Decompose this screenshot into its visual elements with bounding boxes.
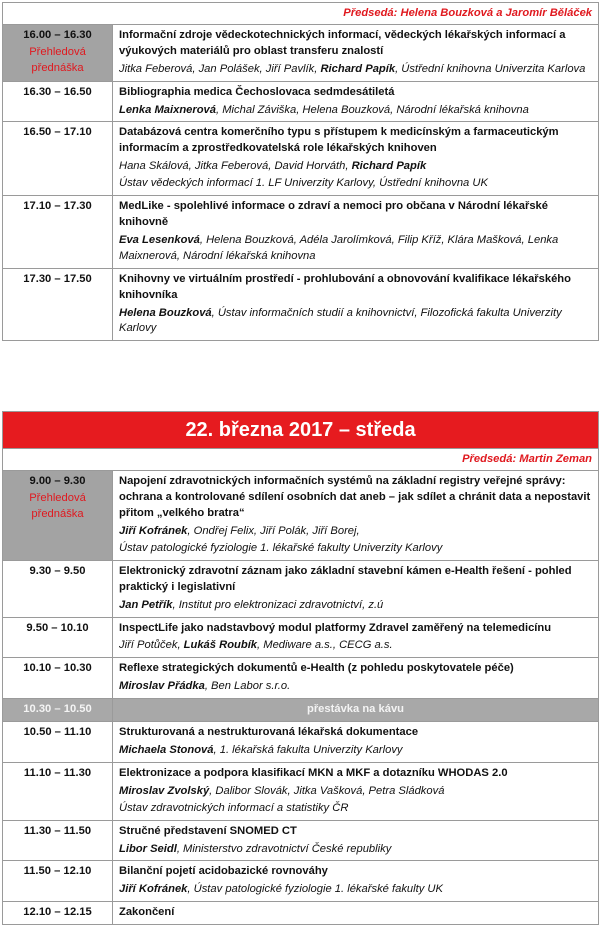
talk-authors — [119, 524, 592, 540]
talk-cell — [113, 902, 599, 925]
presenting-author: Miroslav Zvolský — [119, 784, 210, 797]
talk-cell — [113, 658, 599, 699]
schedule-row — [3, 617, 599, 658]
time-slot: 11.30 – 11.50 — [23, 824, 92, 837]
talk-cell — [113, 268, 599, 341]
talk-title: InspectLife jako nadstavbový modul platformy Zdravel zaměřený na telemedicínu — [119, 621, 552, 634]
time-cell — [3, 658, 113, 699]
time-cell — [3, 762, 113, 820]
day-title: 22. března 2017 – středa — [3, 412, 599, 449]
talk-authors — [119, 103, 592, 119]
talk-authors — [119, 679, 592, 695]
authors-affiliation: , Ústav informačních studií a knihovnictví, Filozofická fakulta Univerzity Karlovy — [119, 306, 562, 335]
time-slot: 16.30 – 16.50 — [23, 85, 92, 98]
talk-title: Zakončení — [119, 906, 175, 919]
time-slot: 11.10 – 11.30 — [23, 766, 92, 779]
schedule-row — [3, 268, 599, 341]
presenting-author: Michaela Stonová — [119, 743, 214, 756]
program-block-2 — [2, 411, 599, 925]
schedule-row — [3, 196, 599, 269]
time-slot: 16.00 – 16.30 — [23, 28, 92, 41]
schedule-row — [3, 24, 599, 81]
authors-affiliation: , Ben Labor s.r.o. — [204, 680, 291, 693]
time-cell — [3, 268, 113, 341]
chair-label: Předsedá: Helena Bouzková a Jaromír Běláček — [3, 3, 599, 25]
talk-title: Elektronizace a podpora klasifikací MKN a MKF a dotazníku WHODAS 2.0 — [119, 766, 508, 779]
time-slot: 17.30 – 17.50 — [23, 272, 92, 285]
talk-cell — [113, 762, 599, 820]
talk-organization: Ústav vědeckých informací 1. LF Univerzity Karlovy, Ústřední knihovna UK — [119, 177, 488, 190]
time-cell — [3, 617, 113, 658]
talk-authors — [119, 638, 592, 654]
talk-cell — [113, 722, 599, 763]
schedule-row — [3, 560, 599, 617]
time-cell — [3, 861, 113, 902]
talk-cell — [113, 24, 599, 81]
authors-affiliation: , Dalibor Slovák, Jitka Vašková, Petra Sládková — [209, 784, 445, 797]
talk-authors — [119, 842, 592, 858]
break-time: 10.30 – 10.50 — [3, 699, 113, 722]
talk-authors — [119, 233, 592, 265]
talk-cell — [113, 560, 599, 617]
authors-text: Jitka Feberová, Jan Polášek, Jiří Pavlík, — [119, 62, 321, 75]
talk-title: Reflexe strategických dokumentů e-Health (z pohledu poskytovatele péče) — [119, 662, 514, 675]
schedule-row — [3, 861, 599, 902]
time-slot: 10.50 – 11.10 — [23, 726, 92, 739]
talk-authors — [119, 306, 592, 338]
authors-text: Hana Skálová, Jitka Feberová, David Horváth, — [119, 160, 352, 173]
time-cell — [3, 471, 113, 561]
program-block-1-body — [3, 3, 599, 341]
time-cell — [3, 560, 113, 617]
talk-authors — [119, 159, 592, 175]
authors-affiliation: , Mediware a.s., CECG a.s. — [257, 639, 393, 652]
talk-organization: Ústav patologické fyziologie 1. lékařské fakulty Univerzity Karlovy — [119, 541, 443, 554]
time-cell — [3, 122, 113, 196]
schedule-row — [3, 658, 599, 699]
time-slot: 9.30 – 9.50 — [29, 564, 86, 577]
schedule-row — [3, 81, 599, 122]
chair-row — [3, 449, 599, 471]
presenting-author: Libor Seidl — [119, 842, 177, 855]
presenting-author: Richard Papík — [351, 160, 427, 173]
time-cell — [3, 24, 113, 81]
presenting-author: Helena Bouzková — [119, 306, 212, 319]
talk-title: Informační zdroje vědeckotechnických informací, vědeckých lékařských informací a výukových materiálů pro oblast transferu znalostí — [119, 28, 566, 57]
authors-affiliation: , Ústřední knihovna Univerzita Karlova — [395, 62, 586, 75]
talk-cell — [113, 196, 599, 269]
talk-title: MedLike - spolehlivé informace o zdraví a nemoci pro občana v Národní lékařské knihovně — [119, 200, 548, 228]
time-slot: 9.50 – 10.10 — [26, 621, 89, 634]
program-block-1 — [2, 2, 599, 341]
talk-authors — [119, 882, 592, 898]
authors-affiliation: , Ústav patologické fyziologie 1. lékařské fakulty UK — [187, 883, 443, 896]
talk-title: Elektronický zdravotní záznam jako základní stavební kámen e-Health řešení - pohled praktický i legislativní — [119, 564, 572, 593]
time-cell — [3, 196, 113, 269]
time-slot: 17.10 – 17.30 — [23, 200, 92, 213]
authors-affiliation: , Helena Bouzková, Adéla Jarolímková, Filip Kříž, Klára Mašková, Lenka Maixnerová, Národní lékařská knihovna — [119, 233, 559, 262]
break-row — [3, 699, 599, 722]
talk-organization: Ústav zdravotnických informací a statistiky ČR — [119, 801, 349, 814]
schedule-row — [3, 762, 599, 820]
program-block-2-body — [3, 412, 599, 925]
authors-affiliation: , 1. lékařská fakulta Univerzity Karlovy — [213, 743, 403, 756]
presenting-author: Jiří Kofránek — [119, 883, 188, 896]
presenting-author: Jiří Kofránek — [119, 525, 188, 538]
talk-authors — [119, 62, 592, 78]
schedule-row — [3, 902, 599, 925]
session-type-label: Přehledová přednáška — [29, 45, 86, 75]
presenting-author: Eva Lesenková — [119, 233, 200, 246]
presenting-author: Jan Petřík — [119, 598, 173, 611]
time-slot: 12.10 – 12.15 — [23, 906, 92, 919]
schedule-row — [3, 471, 599, 561]
talk-title: Napojení zdravotnických informačních systémů na základní registry veřejné správy: ochrana a kontrolované sdílení osobních dat aneb – jak sdílet a chránit data a nepostavit přitom „velkého bratra“ — [119, 475, 591, 520]
day-header-row — [3, 412, 599, 449]
time-slot: 16.50 – 17.10 — [23, 126, 92, 139]
time-slot: 11.50 – 12.10 — [23, 865, 92, 878]
schedule-row — [3, 122, 599, 196]
talk-title: Strukturovaná a nestrukturovaná lékařská dokumentace — [119, 726, 419, 739]
authors-affiliation: , Institut pro elektronizaci zdravotnictví, z.ú — [172, 598, 384, 611]
talk-cell — [113, 861, 599, 902]
presenting-author: Miroslav Přádka — [119, 680, 205, 693]
authors-affiliation: , Ministerstvo zdravotnictví České republiky — [176, 842, 392, 855]
presenting-author: Lukáš Roubík — [183, 639, 258, 652]
talk-cell — [113, 820, 599, 861]
time-cell — [3, 81, 113, 122]
schedule-row — [3, 722, 599, 763]
time-slot: 9.00 – 9.30 — [29, 475, 86, 488]
talk-cell — [113, 471, 599, 561]
authors-text: Jiří Potůček, — [119, 639, 184, 652]
break-label: přestávka na kávu — [113, 699, 599, 722]
talk-cell — [113, 122, 599, 196]
talk-title: Bilanční pojetí acidobazické rovnováhy — [119, 865, 328, 878]
presenting-author: Richard Papík — [320, 62, 396, 75]
talk-authors — [119, 784, 592, 800]
chair-label: Předsedá: Martin Zeman — [3, 449, 599, 471]
time-slot: 10.10 – 10.30 — [23, 662, 92, 675]
talk-cell — [113, 81, 599, 122]
talk-cell — [113, 617, 599, 658]
session-type-label: Přehledová přednáška — [29, 492, 86, 521]
authors-affiliation: , Ondřej Felix, Jiří Polák, Jiří Borej, — [187, 525, 360, 538]
talk-title: Knihovny ve virtuálním prostředí - prohlubování a obnovování kvalifikace lékařského knihovníka — [119, 272, 571, 301]
talk-authors — [119, 743, 592, 759]
talk-title: Databázová centra komerčního typu s přístupem k medicínským a farmaceutickým informacím a zprostředkovatelská role lékařských knihoven — [119, 126, 559, 155]
presenting-author: Lenka Maixnerová — [119, 103, 217, 116]
schedule-row — [3, 820, 599, 861]
time-cell — [3, 820, 113, 861]
talk-title: Bibliographia medica Čechoslovaca sedmdesátiletá — [119, 85, 395, 98]
time-cell — [3, 902, 113, 925]
authors-affiliation: , Michal Záviška, Helena Bouzková, Národní lékařská knihovna — [216, 103, 529, 116]
chair-row — [3, 3, 599, 25]
time-cell — [3, 722, 113, 763]
talk-title: Stručné představení SNOMED CT — [119, 824, 297, 837]
talk-authors — [119, 598, 592, 614]
